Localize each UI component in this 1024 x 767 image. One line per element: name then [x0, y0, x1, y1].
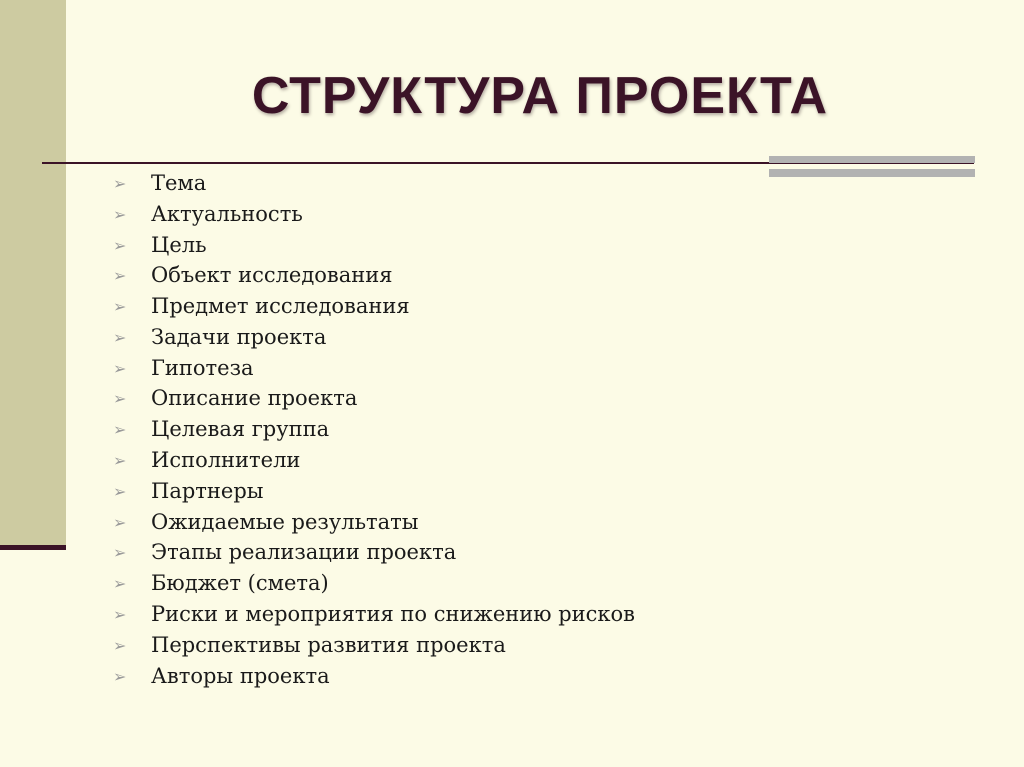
arrowhead-bullet-icon: ➢ — [113, 266, 127, 286]
arrowhead-bullet-icon: ➢ — [113, 635, 127, 655]
list-item — [113, 568, 635, 599]
list-item-label: Цель — [151, 232, 207, 257]
list-item-label: Партнеры — [151, 478, 264, 503]
slide-title: СТРУКТУРА ПРОЕКТА — [251, 67, 829, 125]
list-item — [113, 353, 635, 384]
list-item — [113, 168, 635, 199]
list-item-label: Актуальность — [151, 201, 303, 226]
list-item-label: Перспективы развития проекта — [151, 632, 506, 657]
list-item — [113, 322, 635, 353]
list-item-label: Этапы реализации проекта — [151, 540, 457, 565]
side-decor-line — [0, 545, 66, 550]
arrowhead-bullet-icon: ➢ — [113, 358, 127, 378]
list-item — [113, 291, 635, 322]
arrowhead-bullet-icon: ➢ — [113, 666, 127, 686]
list-item-label: Тема — [151, 170, 207, 195]
list-item-label: Предмет исследования — [151, 294, 410, 319]
list-item — [113, 507, 635, 538]
arrowhead-bullet-icon: ➢ — [113, 512, 127, 532]
list-item — [113, 661, 635, 692]
list-item — [113, 384, 635, 415]
list-item-label: Бюджет (смета) — [151, 571, 329, 596]
list-item-label: Риски и мероприятия по снижению рисков — [151, 602, 635, 627]
list-item-label: Ожидаемые результаты — [151, 509, 419, 534]
list-item — [113, 260, 635, 291]
arrowhead-bullet-icon: ➢ — [113, 173, 127, 193]
arrowhead-bullet-icon: ➢ — [113, 420, 127, 440]
arrowhead-bullet-icon: ➢ — [113, 389, 127, 409]
arrowhead-bullet-icon: ➢ — [113, 204, 127, 224]
list-item-label: Задачи проекта — [151, 324, 327, 349]
arrowhead-bullet-icon: ➢ — [113, 235, 127, 255]
list-item-label: Целевая группа — [151, 417, 330, 442]
arrowhead-bullet-icon: ➢ — [113, 574, 127, 594]
structure-list — [113, 168, 635, 692]
list-item — [113, 599, 635, 630]
arrowhead-bullet-icon: ➢ — [113, 481, 127, 501]
list-item-label: Гипотеза — [151, 355, 254, 380]
arrowhead-bullet-icon: ➢ — [113, 451, 127, 471]
list-item — [113, 630, 635, 661]
arrowhead-bullet-icon: ➢ — [113, 543, 127, 563]
list-item — [113, 445, 635, 476]
title-divider-accent-top — [769, 156, 975, 163]
arrowhead-bullet-icon: ➢ — [113, 297, 127, 317]
list-item — [113, 414, 635, 445]
list-item-label: Исполнители — [151, 448, 301, 473]
list-item-label: Объект исследования — [151, 263, 393, 288]
list-item — [113, 476, 635, 507]
list-item — [113, 230, 635, 261]
arrowhead-bullet-icon: ➢ — [113, 605, 127, 625]
list-item — [113, 538, 635, 569]
list-item — [113, 199, 635, 230]
arrowhead-bullet-icon: ➢ — [113, 327, 127, 347]
title-divider-accent-bottom — [769, 169, 975, 177]
list-item-label: Авторы проекта — [151, 663, 330, 688]
list-item-label: Описание проекта — [151, 386, 358, 411]
